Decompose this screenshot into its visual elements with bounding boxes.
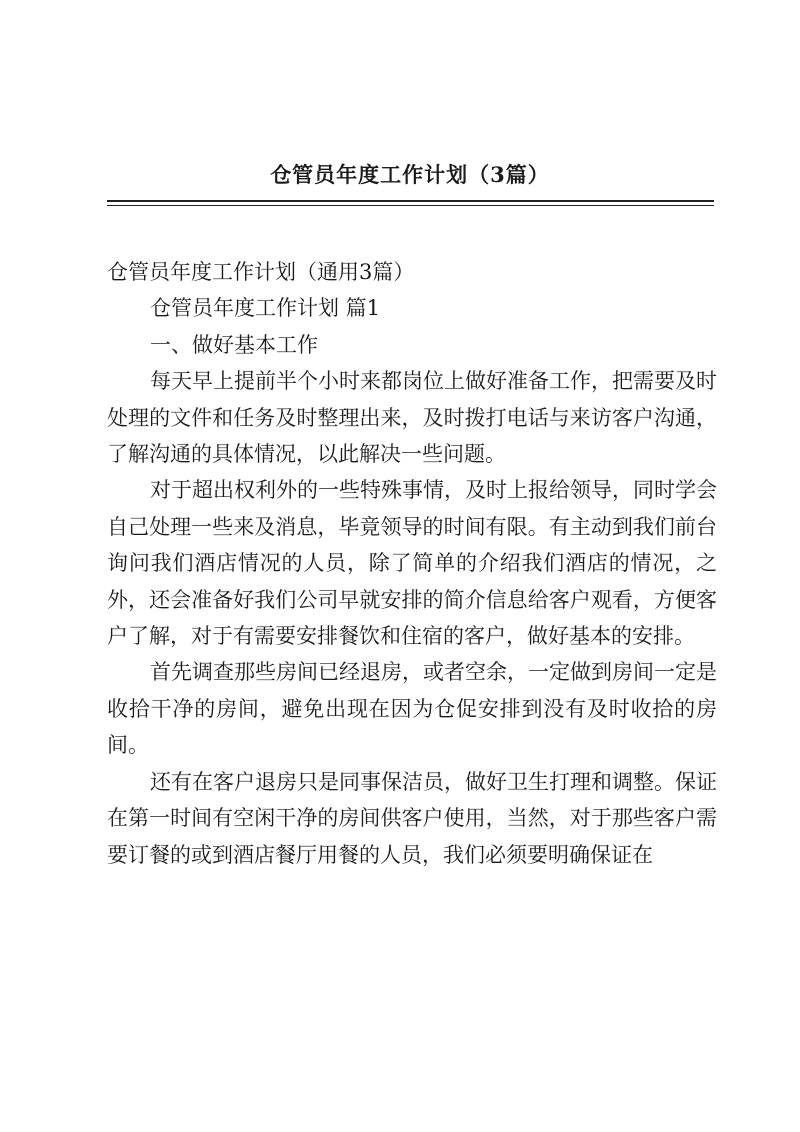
title-rule-thick — [107, 200, 714, 202]
body-paragraph: 还有在客户退房只是同事保洁员，做好卫生打理和调整。保证在第一时间有空闲干净的房间供客户使用，当然，对于那些客户需要订餐的或到酒店餐厅用餐的人员，我们必须要明确保证在 — [107, 769, 717, 867]
body-paragraph: 每天早上提前半个小时来都岗位上做好准备工作，把需要及时处理的文件和任务及时整理出来，及时拨打电话与来访客户沟通，了解沟通的具体情况，以此解决一些问题。 — [107, 369, 717, 467]
body-paragraph: 对于超出权利外的一些特殊事情，及时上报给领导，同时学会自己处理一些来及消息，毕竟领导的时间有限。有主动到我们前台询问我们酒店情况的人员，除了简单的介绍我们酒店的情况，之外，还会准备好我们公司早就安排的简介信息给客户观看，方便客户了解，对于有需要安排餐饮和住宿的客户，做好基本的安排。 — [107, 478, 717, 649]
body-paragraph: 首先调查那些房间已经退房，或者空余，一定做到房间一定是收拾干净的房间，避免出现在因为仓促安排到没有及时收拾的房间。 — [107, 660, 717, 758]
document-body — [107, 254, 717, 873]
section-heading: 仓管员年度工作计划 篇1 — [150, 296, 381, 321]
document-title: 仓管员年度工作计划（3篇） — [270, 162, 550, 187]
subtitle-paragraph: 仓管员年度工作计划（通用3篇） — [107, 260, 415, 284]
subsection-heading: 一、做好基本工作 — [150, 332, 318, 357]
title-rule-thin — [107, 205, 714, 206]
